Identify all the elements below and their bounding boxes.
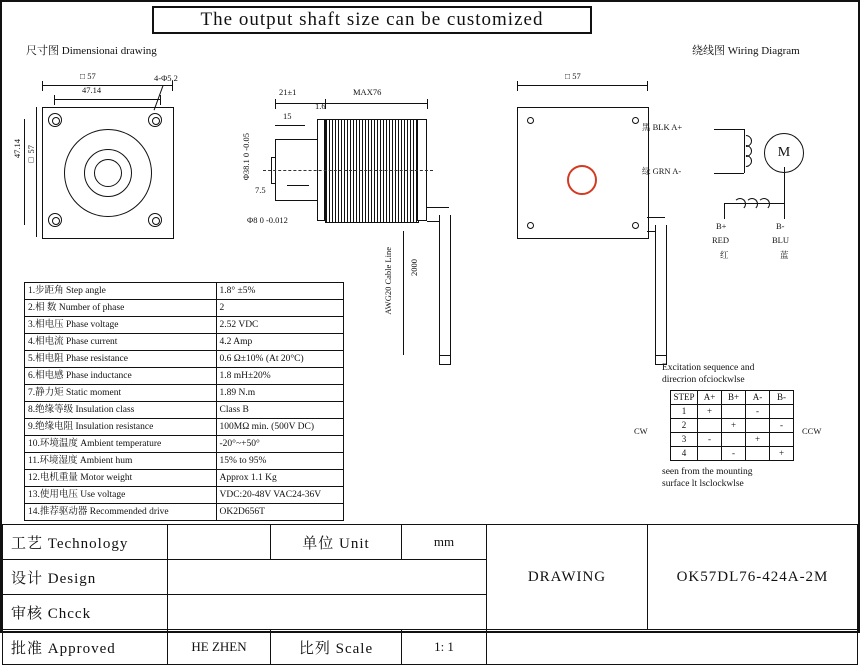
dim-line-bolt-span	[54, 99, 160, 100]
excitation-note-line1: seen from the mounting	[662, 467, 753, 477]
excitation-cell: 3	[671, 433, 698, 447]
overall-length-label: MAX76	[353, 87, 382, 97]
excitation-cell: -	[770, 419, 794, 433]
table-row	[25, 385, 344, 402]
excitation-cell: 1	[671, 405, 698, 419]
title-block-row	[3, 525, 858, 560]
drawing-label: DRAWING	[487, 525, 648, 630]
drawing-value: OK57DL76-424A-2M	[648, 525, 858, 630]
excitation-header-cell: STEP	[671, 391, 698, 405]
dimensional-drawing-caption: 尺寸图 Dimensionai drawing	[26, 45, 157, 57]
unit-label: 单位 Unit	[271, 525, 402, 560]
spec-value: OK2D656T	[216, 504, 344, 521]
spec-value: 4.2 Amp	[216, 334, 344, 351]
spec-value: 0.6 Ω±10% (At 20°C)	[216, 351, 344, 368]
table-row	[25, 334, 344, 351]
technology-value	[168, 525, 271, 560]
rear-corner-dot	[527, 222, 534, 229]
cable-line-label: AWG20 Cable Line	[383, 247, 393, 315]
table-row	[25, 419, 344, 436]
spec-value: Class B	[216, 402, 344, 419]
dim-tick	[275, 99, 276, 109]
dim-tick	[647, 81, 648, 91]
spec-key: 13.使用电压 Use voltage	[25, 487, 217, 504]
excitation-title-line1: Excitation sequence and	[662, 363, 755, 373]
excitation-cell	[698, 419, 722, 433]
coil-arc	[738, 153, 755, 170]
excitation-cell: 4	[671, 447, 698, 461]
excitation-section	[634, 362, 847, 490]
rear-corner-dot	[527, 117, 534, 124]
check-value	[168, 595, 487, 630]
excitation-row	[671, 433, 794, 447]
shaft-dia-label: Φ8 0 -0.012	[247, 215, 288, 225]
specification-table	[24, 282, 344, 521]
design-value	[168, 560, 487, 595]
table-row	[25, 402, 344, 419]
table-row	[25, 487, 344, 504]
wiring-diagram	[642, 107, 842, 260]
excitation-cell	[770, 405, 794, 419]
dim-line-overall	[325, 103, 427, 104]
excitation-cell: +	[770, 447, 794, 461]
front-body-vertical-label: □ 57	[26, 145, 36, 166]
excitation-row	[671, 447, 794, 461]
mounting-hole	[48, 113, 62, 127]
spec-key: 4.相电流 Phase current	[25, 334, 217, 351]
ccw-label: CCW	[802, 426, 822, 436]
dim-line-rear-width	[517, 85, 647, 86]
excitation-cell: +	[698, 405, 722, 419]
title-block-row	[3, 630, 858, 665]
cable-length-label: 2000	[409, 259, 419, 276]
excitation-cell: +	[746, 433, 770, 447]
cable-line	[439, 215, 451, 355]
lamination-stack	[325, 119, 419, 223]
front-view	[12, 71, 182, 247]
rear-width-label: □ 57	[565, 71, 581, 81]
excitation-cell	[746, 419, 770, 433]
excitation-row	[671, 419, 794, 433]
excitation-cell: +	[722, 419, 746, 433]
red-cn-label: 红	[720, 250, 729, 260]
coil-b-link	[784, 167, 785, 203]
excitation-note	[662, 466, 847, 490]
wiring-diagram-caption: 绕线图 Wiring Diagram	[692, 45, 800, 57]
approved-value: HE ZHEN	[168, 630, 271, 665]
excitation-header-cell: B-	[770, 391, 794, 405]
technology-label: 工艺 Technology	[3, 525, 168, 560]
spec-key: 1.步距角 Step angle	[25, 283, 217, 300]
title-block-blank	[487, 630, 858, 665]
scale-value: 1: 1	[402, 630, 487, 665]
spec-value: 2.52 VDC	[216, 317, 344, 334]
scale-label: 比列 Scale	[271, 630, 402, 665]
excitation-cell	[722, 405, 746, 419]
b-minus-label: B-	[776, 221, 785, 231]
spec-key: 10.环境温度 Ambient temperature	[25, 436, 217, 453]
spec-key: 7.静力矩 Static moment	[25, 385, 217, 402]
side-view	[241, 87, 442, 315]
table-row	[25, 300, 344, 317]
b-plus-label: B+	[716, 221, 727, 231]
spec-key: 12.电机重量 Motor weight	[25, 470, 217, 487]
excitation-cell	[770, 433, 794, 447]
table-row	[25, 470, 344, 487]
shaft-length-label: 15	[283, 111, 292, 121]
dim-line-bolt-span-vertical	[24, 119, 25, 225]
dim-tick	[42, 81, 43, 91]
red-label: RED	[712, 235, 729, 245]
table-row	[25, 504, 344, 521]
mounting-hole	[48, 213, 62, 227]
rear-view	[507, 71, 657, 247]
lead-green-wire	[714, 173, 744, 174]
spec-key: 14.推荐驱动器 Recommended drive	[25, 504, 217, 521]
motor-letter: M	[777, 145, 791, 160]
spec-key: 3.相电压 Phase voltage	[25, 317, 217, 334]
table-row	[25, 436, 344, 453]
rear-view-ring	[567, 165, 597, 195]
shaft-step-label: 1.6	[315, 101, 326, 111]
front-view-shaft-circle	[94, 159, 122, 187]
flange-thickness-label: 21±1	[279, 87, 297, 97]
spec-key: 9.绝缘电阻 Insulation resistance	[25, 419, 217, 436]
title-block	[2, 524, 858, 657]
excitation-title-line2: direcrion ofciockwlse	[662, 375, 745, 385]
center-line	[263, 170, 433, 171]
pilot-dia-label: Φ38.1 0 -0.05	[241, 133, 251, 181]
mounting-hole-note: 4-Φ5.2	[154, 73, 178, 83]
table-row	[25, 453, 344, 470]
spec-key: 8.绝缘等级 Insulation class	[25, 402, 217, 419]
excitation-header-cell: B+	[722, 391, 746, 405]
lead-black-wire	[714, 129, 744, 130]
spec-value: 15% to 95%	[216, 453, 344, 470]
excitation-header-cell: A+	[698, 391, 722, 405]
dim-line-cable-length	[403, 231, 404, 355]
blu-label: BLU	[772, 235, 789, 245]
coil-arc	[746, 198, 758, 210]
mounting-hole	[148, 113, 162, 127]
spec-key: 5.相电阻 Phase resistance	[25, 351, 217, 368]
spec-value: 1.8° ±5%	[216, 283, 344, 300]
spec-key: 11.环境湿度 Ambient hum	[25, 453, 217, 470]
spec-value: Approx 1.1 Kg	[216, 470, 344, 487]
approved-label: 批准 Approved	[3, 630, 168, 665]
excitation-header-cell: A-	[746, 391, 770, 405]
blu-cn-label: 蓝	[780, 250, 789, 260]
excitation-cell	[722, 433, 746, 447]
excitation-cell	[746, 447, 770, 461]
lead-black-label: 黑 BLK A+	[642, 122, 683, 132]
excitation-header-row	[671, 391, 794, 405]
design-label: 设计 Design	[3, 560, 168, 595]
spec-key: 6.相电感 Phase inductance	[25, 368, 217, 385]
check-label: 审核 Chcck	[3, 595, 168, 630]
dim-tick	[427, 99, 428, 109]
dim-line-shaft-length	[275, 125, 305, 126]
dim-line-shaft-seat	[287, 185, 309, 186]
lead-bminus-wire	[784, 203, 785, 219]
shaft-seat-label: 7.5	[255, 185, 266, 195]
lead-green-label: 绿 GRN A-	[642, 166, 682, 176]
dim-line-width	[42, 85, 172, 86]
table-row	[25, 317, 344, 334]
spec-value: 2	[216, 300, 344, 317]
title-block-table	[2, 524, 858, 665]
excitation-cell: -	[698, 433, 722, 447]
dim-line-body-vertical	[36, 107, 37, 237]
excitation-cell: -	[746, 405, 770, 419]
excitation-cell	[698, 447, 722, 461]
lead-bplus-wire	[724, 203, 725, 219]
dim-tick	[54, 95, 55, 105]
spec-key: 2.相 数 Number of phase	[25, 300, 217, 317]
cable-end	[439, 355, 451, 365]
table-row	[25, 283, 344, 300]
table-row	[25, 368, 344, 385]
rear-corner-dot	[632, 117, 639, 124]
front-bolt-span-vertical-label: 47.14	[12, 139, 22, 159]
excitation-title	[662, 362, 847, 386]
dim-tick	[160, 95, 161, 105]
excitation-cell: -	[722, 447, 746, 461]
title-banner	[152, 6, 592, 34]
excitation-note-line2: surface lt lsclockwlse	[662, 479, 744, 489]
cable-exit-top	[427, 207, 449, 208]
spec-value: -20°~+50°	[216, 436, 344, 453]
table-row	[25, 351, 344, 368]
excitation-table	[670, 390, 794, 461]
excitation-row	[671, 405, 794, 419]
front-width-label: □ 57	[80, 71, 96, 81]
spec-value: VDC:20-48V VAC24-36V	[216, 487, 344, 504]
front-bolt-span-label: 47.14	[82, 85, 102, 95]
excitation-cell: 2	[671, 419, 698, 433]
unit-value: mm	[402, 525, 487, 560]
rear-corner-dot	[632, 222, 639, 229]
spec-value: 100MΩ min. (500V DC)	[216, 419, 344, 436]
cw-label: CW	[634, 426, 648, 436]
coil-arc	[734, 198, 746, 210]
dim-tick	[517, 81, 518, 91]
title-banner-text: The output shaft size can be customized	[200, 9, 544, 30]
spec-value: 1.89 N.m	[216, 385, 344, 402]
mounting-hole	[148, 213, 162, 227]
coil-arc	[758, 198, 770, 210]
spec-value: 1.8 mH±20%	[216, 368, 344, 385]
